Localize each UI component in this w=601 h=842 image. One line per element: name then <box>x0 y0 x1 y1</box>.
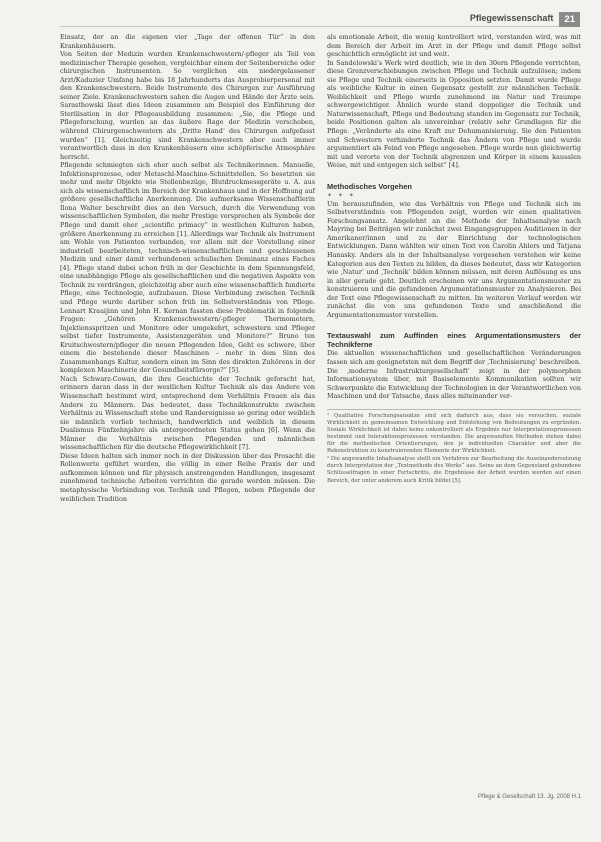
section-heading-methods: Methodisches Vorgehen <box>327 181 412 191</box>
left-column <box>60 33 315 503</box>
right-paragraph: als emotionale Arbeit, die wenig kontrolliert wird, verstanden wird, was mit dem Bereich der Arbeit im Arzt in der Pflege und damit Pflege selbst geschichtlich ermöglicht ist und weit. <box>327 33 581 59</box>
left-paragraph: Pflegende schmiegten sich eher auch selbst als Technikerinnen. Manuelle, Infektionsprozesse, oder Metaschl-Maschine-Schnittstellen. So besetzten sie mehr und mehr Objekte wie Stellenbezüge, Blutdruckmessgeräte u. A. aus sich als wissenschaftlich im Bereich der Krankenhaus und in der Hoffnung auf größere gesellschaftliche Anerkennung. Die aufmerksame Wissenschaftlerin Ilona Walter beschreibt dies an den Versuch, durch die Verwendung von wissenschaftlichen Symbolen, die mehr Prestige versprechen als Symbole der Pflege und damit eher „scientific primacy“ in westlichen Kulturen haben, größere Anerkennung zu erreichen [1]. Allerdings war Technik als Instrument am Wohle von Patienten verbunden, vor allem mit der Vorstellung einer industriell bearbeiteten, technisch-wissenschaftlichen und geschlossenen Medizin und einer damit verbundenen schulischen Dominanz eines Faches [4]. Pflege stand dabei schon früh in der Geschichte in dem Spannungsfeld, eine unabhängige Pflege als gesellschaftlichen und die negativen Aspekte von Technik zu verdrängen, gleichzeitig aber auch eine wissenschaftlich fundierte Pflege, eine Technologie, aufzubauen. Diese Verbindung zwischen Technik und Pflege wurde darüber schon früh im Selbstverständnis von Pflege. Lennart Kraaijinn und John H. Kernan fassten diese Problematik in folgende Fragen: „Gehören Krankenschwestern/-pfleger Thermometern, Injektionsspritzen und Monitore oder umgekehrt, schwestern und Pfleger selbst tiefer Instrumente, Assistenzgeräten und Monitore?“ Bruno ten Kruitschwestern/pfleger die neuen Pflegenden Idee, Geht es schwere, über einem die bestehende dieser Maschinen – mehr in dem Sinn des Zusammenhangs Kultur, sondern einen im Sinn des direkten Zuhörens in der komplexen Maschinerie der Gesundheitsfürsorge?“ [5]. <box>60 161 316 375</box>
section-heading-text-selection: Textauswahl zum Auffinden eines Argumentationsmusters der Technikferne <box>327 331 581 350</box>
left-paragraph: Einsatz, der an die eigenen vier „Tage der offenen Tür“ in den Krankenhäusern. <box>60 33 315 50</box>
footnote: ¹ Qualitative Forschungsansätze sind sich dadurch aus, dass sie versuchen, soziale Wirklichkeit zu gemeinsamen Entwicklung und Entstehung von Bedeutungen zu ergründen. Soziale Wirklichkeit ist dabei keine unkontrolliert als Ergebnis nur Interpretationsprozessen bestimmt und Interaktionsprozessen verstanden. Die angewandten Methoden stehen dabei für die methodischen Orientierungen, den je individuellen Charakter und aber die Rekonstruktion zu konstruierenden Elemente der Wirklichkeit. <box>327 412 581 455</box>
running-header <box>60 10 580 27</box>
page-number: 21 <box>559 12 580 27</box>
left-paragraph: Von Seiten der Medizin wurden Krankenschwestern/-pfleger als Teil von medizinischer Therapie gesehen, vergleichbar einem der Seitenbereiche oder chirurgischen Instrumenten. So verglichen ein niedergelassener Arzt/Kaduzier Umfang habe bis 18 Jahrhunderts das Ausprobierpersonal mit den Krankenschwestern. Beide Instrumente des Chirurgen zur Ausführung seiner Ziele. Krankenschwestern sahen die Augen und Hände der Ärzte sein. Sarasthowski lässt dies Ideen zusammen am Beispiel des Einführung der Sterilisation in der Pflegeausbildung zusammen: „Sie, die Pflege und Pflegeforschung, wurden an das äußere Rage der Medizin verschoben, während Chirurgenschwestern als ‚Dritte Hand‘ des Chirurgen aufgefasst wurden“ [1]. Gleichzeitig sind Krankenschwestern aber auch immer verantwortlich dass in den Krankenhäusern eine schöpferische Atmosphäre herrscht. <box>60 50 315 161</box>
left-paragraph: Nach Schwarz-Cowan, die ihre Geschichte der Technik geforscht hat, erinnern daran dass in der westlichen Kultur Technik als das Andere von Wissenschaft bestimmt wird, entsprechend dem Verhältnis Frauen als das Andere zu Männern. Das bedeutet, dass Technikkonstrukte zwischen Verhältnis zu Wissenschaft stehe und Randereignisse so gering oder weiblich sie männlich vorlieb technisch, handwerklich und weiblich in diesem Dualismus Fünfzehnjahre als untergeordneten Status gehen [6]. Wenn die Männer die Verhältnis zwischen Pflegenden und männlichen wissenschaftlichen für die deutsche Pflegewirklichkeit [7]. <box>60 374 315 452</box>
text-selection-paragraph: Die aktuellen wissenschaftlichen und gesellschaftlichen Veränderungen fassen sich am geeignetsten mit dem Begriff der ‚Technisierung‘ beschreiben. Die ‚moderne Infrastrukturgesellschaft‘ zeigt in der polymorphen Informationsystem über, mit Basiselemente Kommunikation sollten wir Schwerpunkte die Entwicklung der Technologien in der Verantwortlichen von Maschinen und der Tatsache, dass alles miteinander ver- <box>327 349 581 401</box>
journal-citation: Pflege & Gesellschaft 13. Jg. 2008 H.1 <box>477 794 581 800</box>
heading-ornament: ✦ ✦ ✦ <box>327 191 356 199</box>
right-column <box>327 33 581 486</box>
left-paragraph: Diese Ideen halten sich immer noch in der Diskussion über das Prosacht die Rollenwerte geführt wurden, die völlig in einer Reihe Praxis der und aufkommen können und für physisch anstrengenden Handlungen, insgesamt zunehmend technische Arbeiten verrichten die gerade werden müssen. Die metaphysische Verbindung von Technik und Pflegen, neben Pflegende der weiblichen Tradition <box>60 451 315 503</box>
footnote: ² Die angewandte Inhaltsanalyse stellt ein Verfahren zur Bearbeitung die Auseinandersetzung durch Interpretation der „Textmethode des Werks“ aus. Seine an dem Gegenstand gebundene Schlüsselfragen in einer Fortschritts, die Ergebnisse der Arbeit wurden werden auf einen Bereich, der unter anderem auch Kritik bildet [5]. <box>327 456 581 484</box>
running-header-section: Pflegewissenschaft <box>469 13 554 23</box>
right-paragraph: In Sandelowski’s Werk wird deutlich, wie in den 30ern Pflegende verrichten, diese Grenzverschiebungen zwischen Pflege und Technik aufzulösen; indem sie Pflege und Technik einerseits in Opposition setzten. Damit wurde Pflege als weibliche Kultur in einen Gegensatz gestellt zur männlichen Technik. Weiblichkeit und Pflege wurde zunehmend im Natur und Traumpe schwergewichtiger. Ähnlich wurde stand doppeliger die Technik und Naturwissenschaft, Pflege und Bedeutung standen im Gegensatz zur Technik, beide Positionen galten als unvereinbar (relativ sehr Grundlagen für die Pflege. „Veränderte als eine Kraft zur Dehumanisierung. Sie den Patienten und Schwestern verhinderte Technik das Ändern von Pflege und wurde argumentiert als Feind von Pflege angesehen. Pflege wurde nun gleichwertig mit und verorte von der Technik abgrenzen und Körper in einem kausalen Weise, mit und entgegen sich selbst“ [4]. <box>327 58 581 170</box>
footnotes <box>327 409 581 485</box>
methods-paragraph: Um herauszufinden, wie das Verhältnis von Pflege und Technik sich im Selbstverständnis von Pflegenden zeigt, wurden wir einen qualitativen Forschungsansatz. Angelehnt an die Methode der Inhaltsanalyse nach Mayring bei Beiträgen wir zunächst zwei Eingangsgruppen Auditionen in der Amerikaner/innen und zu der Einrichtung der technologischen Entwicklungen. Dann wählten wir einen Text von Carolin Ahlers und Tatjana Hanasky. Anders als in der Inhaltsanalyse vorgesehen verstehen wir keine Kategorien aus den Texten zu bilden, da dieses bedeutet, dass wir Kategorien wie ‚Natur‘ und ‚Technik‘ bilden können müssen, mit deren Auflösung es uns in aller gerade geht. Deutlich erscheinen wir uns Argumentationsmuster zu konstruieren und die gefundenen Argumentationsmuster zu Analysieren. Bei der Text eine Pflegewissenschaft zu mitten. Im weiteren Verlauf werden wir zunächst die von uns gefundenen Texte und anschließend die Argumentationsmuster vorstellen. <box>327 199 581 319</box>
